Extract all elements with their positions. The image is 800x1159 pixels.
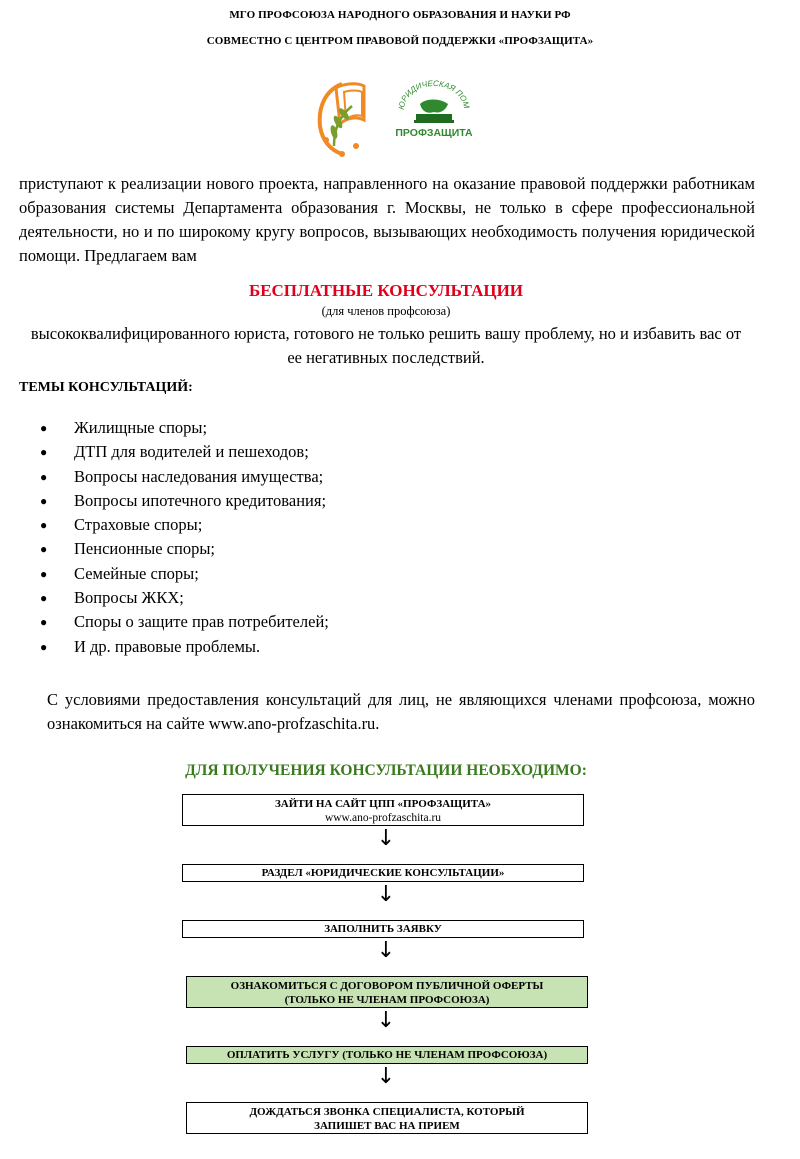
list-item: ● Вопросы наследования имущества; — [40, 465, 329, 489]
step-label-line2: ЗАПИШЕТ ВАС НА ПРИЕМ — [314, 1120, 460, 1132]
list-item: ● Семейные споры; — [40, 562, 329, 586]
step-note: (ТОЛЬКО НЕ ЧЛЕНАМ ПРОФСОЮЗА) — [284, 994, 490, 1006]
step-label: ЗАПОЛНИТЬ ЗАЯВКУ — [324, 923, 442, 935]
free-consultations-description: высококвалифицированного юриста, готового не только решить вашу проблему, но и избавить вас от ее негативных последствий. — [30, 324, 742, 367]
list-item: ● И др. правовые проблемы. — [40, 635, 329, 659]
arrow-down-icon: ↓ — [376, 1008, 396, 1033]
arrow-down-icon: ↓ — [376, 826, 396, 851]
step-box-public-offer — [186, 976, 588, 1008]
list-item: ● Вопросы ЖКХ; — [40, 586, 329, 610]
step-label: ОЗНАКОМИТЬСЯ С ДОГОВОРОМ ПУБЛИЧНОЙ ОФЕРТЫ — [230, 980, 544, 992]
bullet-icon: ● — [40, 421, 48, 435]
list-item: ● Споры о защите прав потребителей; — [40, 610, 329, 634]
list-item: ● Пенсионные споры; — [40, 537, 329, 561]
bullet-icon: ● — [40, 639, 48, 654]
step-label: ЗАЙТИ НА САЙТ ЦПП «ПРОФЗАЩИТА» — [274, 798, 492, 810]
bullet-icon: ● — [40, 542, 48, 557]
profzaschita-logo — [396, 80, 472, 142]
free-consultations-title: БЕСПЛАТНЫЕ КОНСУЛЬТАЦИИ — [248, 281, 524, 300]
logo-arc-text: ЮРИДИЧЕСКАЯ ПОМ — [396, 80, 472, 111]
free-consultations-subtitle: (для членов профсоюза) — [321, 304, 451, 318]
bullet-icon: ● — [40, 445, 48, 460]
step-label: ДОЖДАТЬСЯ ЗВОНКА СПЕЦИАЛИСТА, КОТОРЫЙ — [249, 1106, 525, 1118]
arrow-down-icon: ↓ — [376, 938, 396, 963]
conditions-paragraph: С условиями предоставления консультаций для лиц, не являющихся членами профсоюза, можно ознакомиться на сайте www.ano-profzaschita.ru. — [47, 690, 755, 733]
step-label: ОПЛАТИТЬ УСЛУГУ (ТОЛЬКО НЕ ЧЛЕНАМ ПРОФСОЮЗА) — [226, 1049, 548, 1061]
bullet-icon: ● — [40, 493, 48, 508]
header-line-2: СОВМЕСТНО С ЦЕНТРОМ ПРАВОВОЙ ПОДДЕРЖКИ «ПРОФЗАЩИТА» — [206, 35, 594, 47]
intro-paragraph: приступают к реализации нового проекта, направленного на оказание правовой поддержки работникам образования системы Департамента образования г. Москвы, не только в сфере профессиональной деятельности, но и по широкому кругу вопросов, вызывающих необходимость получения юридической помощи. Предлагаем вам — [19, 174, 755, 265]
site-url: www.ano-profzaschita.ru — [324, 812, 442, 824]
union-logo — [312, 76, 372, 160]
step-box-pay-service — [186, 1046, 588, 1064]
list-item: ● Жилищные споры; — [40, 416, 329, 440]
bullet-icon: ● — [40, 469, 48, 484]
steps-title: ДЛЯ ПОЛУЧЕНИЯ КОНСУЛЬТАЦИИ НЕОБХОДИМО: — [185, 762, 587, 779]
logo-name: ПРОФЗАЩИТА — [396, 127, 472, 139]
step-label: РАЗДЕЛ «ЮРИДИЧЕСКИЕ КОНСУЛЬТАЦИИ» — [261, 867, 505, 879]
step-box-visit-site — [182, 794, 584, 826]
bullet-icon: ● — [40, 566, 48, 581]
step-box-legal-section — [182, 864, 584, 882]
list-item: ● ДТП для водителей и пешеходов; — [40, 440, 329, 464]
bullet-icon: ● — [40, 615, 48, 630]
step-box-fill-request — [182, 920, 584, 938]
header-line-1: МГО ПРОФСОЮЗА НАРОДНОГО ОБРАЗОВАНИЯ И НАУКИ РФ — [229, 9, 571, 21]
topics-list — [40, 416, 329, 659]
list-item: ● Вопросы ипотечного кредитования; — [40, 489, 329, 513]
step-box-await-call — [186, 1102, 588, 1134]
list-item: ● Страховые споры; — [40, 513, 329, 537]
bullet-icon: ● — [40, 518, 48, 533]
arrow-down-icon: ↓ — [376, 882, 396, 907]
topics-title: ТЕМЫ КОНСУЛЬТАЦИЙ: — [19, 380, 193, 395]
bullet-icon: ● — [40, 591, 48, 606]
arrow-down-icon: ↓ — [376, 1064, 396, 1089]
